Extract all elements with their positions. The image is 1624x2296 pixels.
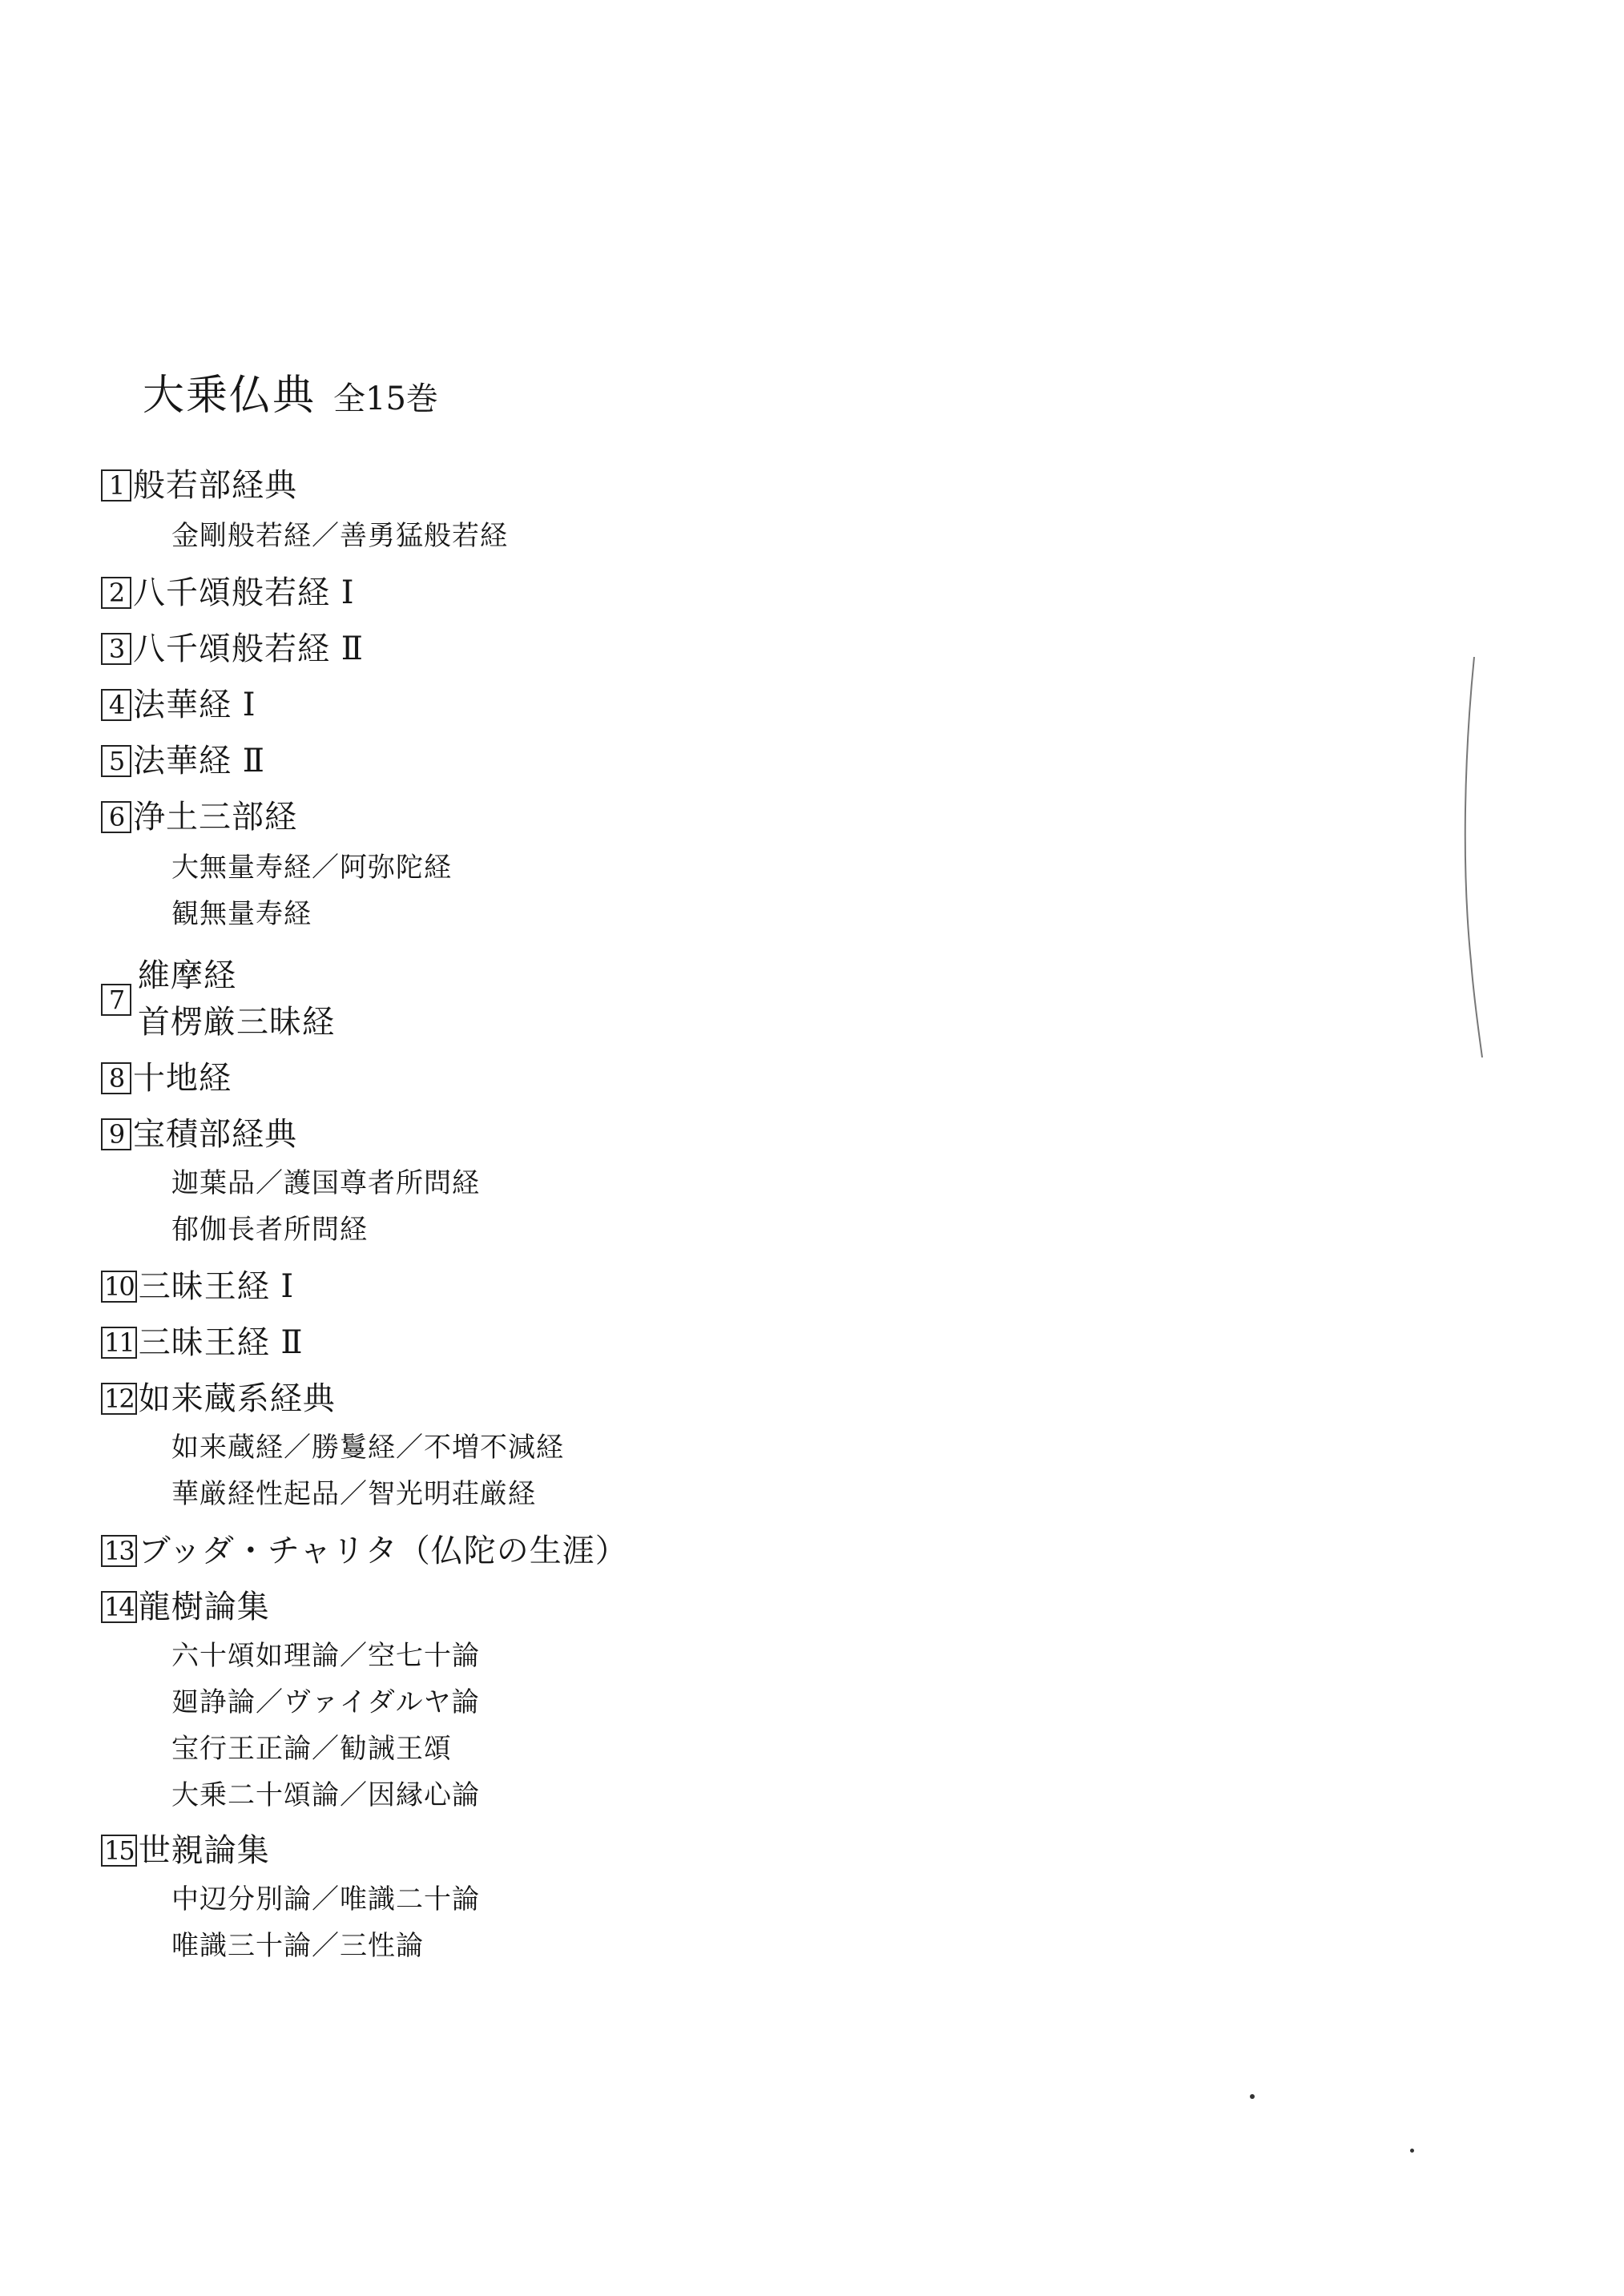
volume-number: 15	[101, 1835, 137, 1867]
volume-title: 八千頌般若経 Ⅱ	[133, 630, 364, 667]
volume-number: 8	[101, 1062, 131, 1094]
volume-number: 1	[101, 469, 131, 501]
volume-number: 4	[101, 689, 131, 721]
volume-contents: 金剛般若経／善勇猛般若経	[171, 520, 508, 552]
volume-entry	[101, 1832, 270, 1869]
scan-dot	[1250, 2094, 1255, 2099]
volume-entry	[101, 1060, 232, 1097]
volume-title: 十地経	[133, 1060, 232, 1097]
volume-title: 如来蔵系経典	[138, 1380, 336, 1417]
volume-number: 10	[101, 1271, 137, 1303]
volume-contents: 華厳経性起品／智光明荘厳経	[171, 1478, 536, 1510]
volume-title: 法華経 Ⅱ	[133, 743, 265, 779]
volume-number: 5	[101, 745, 131, 777]
volume-title: 浄土三部経	[133, 799, 297, 836]
volume-number: 7	[101, 984, 131, 1016]
volume-entry	[101, 799, 297, 836]
volume-entry	[101, 984, 131, 1016]
volume-title: 八千頌般若経 Ⅰ	[133, 574, 355, 611]
volume-contents: 迦葉品／護国尊者所問経	[171, 1167, 480, 1199]
volume-entry	[101, 630, 364, 667]
series-title: 大乗仏典	[143, 372, 316, 420]
volume-number: 13	[101, 1535, 137, 1567]
volume-contents: 大無量寿経／阿弥陀経	[171, 852, 452, 884]
volume-contents: 唯識三十論／三性論	[171, 1930, 424, 1962]
volume-entry	[101, 1116, 297, 1153]
volume-number: 3	[101, 633, 131, 665]
volume-number: 2	[101, 577, 131, 609]
volumes-count: 全15巻	[333, 381, 438, 417]
scan-dot	[1410, 2149, 1414, 2153]
volume-contents: 郁伽長者所問経	[171, 1214, 368, 1246]
volume-title: 宝積部経典	[133, 1116, 297, 1153]
volume-title: 法華経 Ⅰ	[133, 687, 256, 723]
volume-title: 首楞厳三昧経	[138, 1004, 335, 1041]
volume-entry	[101, 1324, 304, 1361]
volume-entry	[101, 1591, 270, 1623]
volume-entry	[101, 574, 355, 611]
volume-title: 世親論集	[138, 1832, 270, 1869]
volume-contents: 中辺分別論／唯識二十論	[171, 1883, 480, 1915]
volume-contents: 六十頌如理論／空七十論	[171, 1640, 480, 1672]
volume-number: 12	[101, 1383, 137, 1415]
volume-entry	[101, 745, 265, 777]
volume-contents: 大乗二十頌論／因縁心論	[171, 1779, 480, 1811]
volume-title: ブッダ・チャリタ（仏陀の生涯）	[138, 1533, 628, 1569]
volume-contents: 廻諍論／ヴァイダルヤ論	[171, 1686, 480, 1718]
volume-entry	[101, 1380, 336, 1417]
volume-title: 龍樹論集	[138, 1589, 270, 1625]
volume-number: 9	[101, 1118, 131, 1150]
volume-entry	[101, 467, 297, 504]
volume-title: 維摩経	[138, 957, 236, 994]
volume-entry	[101, 1535, 628, 1567]
volume-contents: 観無量寿経	[171, 898, 312, 930]
volume-title: 般若部経典	[133, 467, 297, 504]
volume-title: 三昧王経 Ⅱ	[138, 1324, 304, 1361]
volume-number: 11	[101, 1327, 137, 1359]
series-heading	[143, 372, 438, 420]
volume-contents: 如来蔵経／勝鬘経／不増不減経	[171, 1432, 564, 1464]
volume-entry	[101, 689, 256, 721]
volume-title: 三昧王経 Ⅰ	[138, 1268, 295, 1305]
volume-number: 14	[101, 1591, 137, 1623]
volume-number: 6	[101, 801, 131, 833]
volume-contents: 宝行王正論／勧誡王頌	[171, 1733, 452, 1765]
volume-entry	[101, 1268, 295, 1305]
scan-edge-mark	[1450, 657, 1498, 1057]
